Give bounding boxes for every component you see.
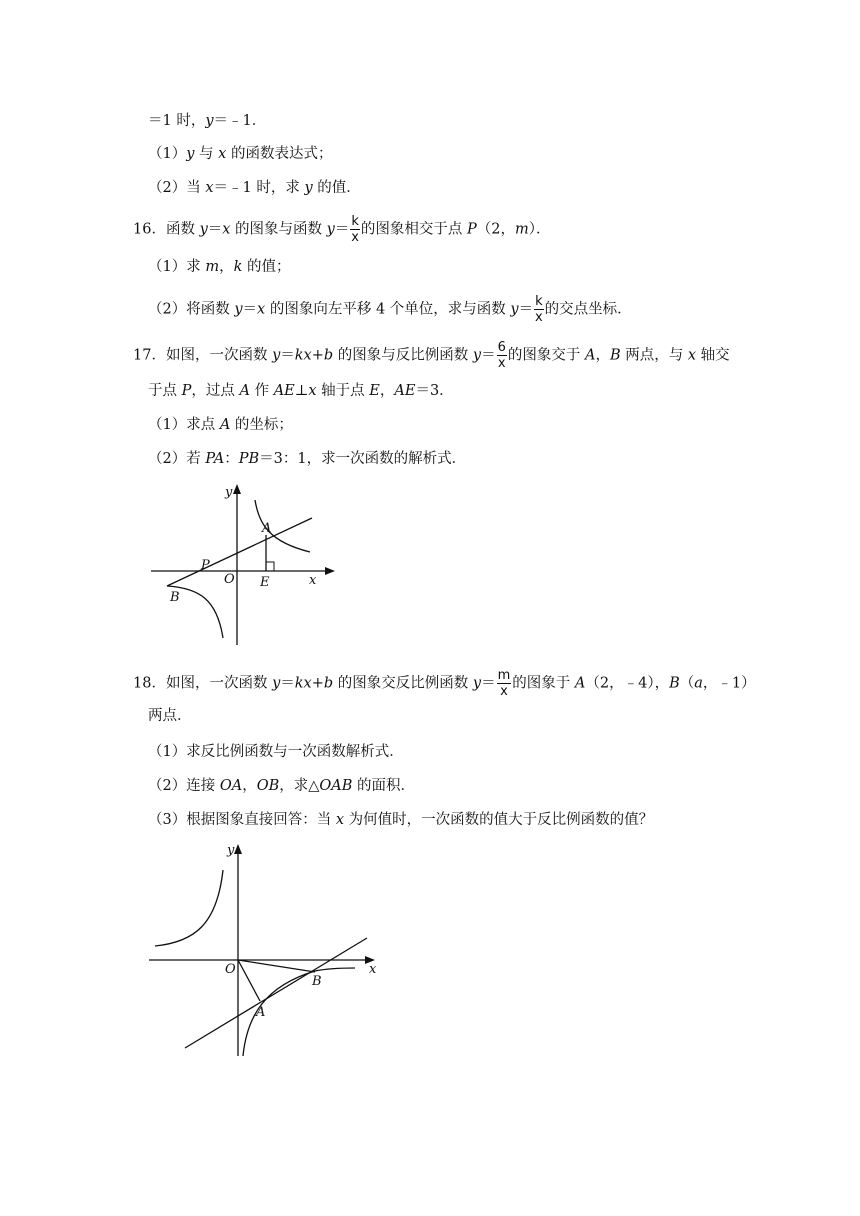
y-axis-arrow (233, 484, 241, 494)
q17-part1: （1）求点 A 的坐标； (148, 417, 293, 433)
x-axis-arrow (325, 567, 335, 575)
hyperbola-branch-2nd-quadrant (155, 870, 223, 946)
y-axis-arrow (234, 844, 242, 854)
q18-stem-line2: 两点． (148, 708, 192, 724)
q17-stem: 17．如图，一次函数 y＝kx+b 的图象与反比例函数 y＝ $\frac{6}{x}$ 的图象交于 A，B 两点，与 x 轴交 (133, 340, 730, 371)
label-p: P (201, 558, 210, 573)
fraction-k-over-x: $\frac{k}{x}$ (351, 214, 359, 245)
q18-stem: 18．如图，一次函数 y＝kx+b 的图象交反比例函数 y＝ $\frac{m}{x}$ 的图象于 A（2，﹣4），B（a，﹣1） (133, 668, 756, 699)
label-y: y (227, 843, 235, 858)
q18-figure (145, 836, 395, 1061)
label-o: O (224, 572, 235, 587)
q15-continuation: ＝1 时，y＝﹣1． (148, 113, 267, 129)
q15-part2: （2）当 x＝﹣1 时，求 y 的值． (148, 180, 361, 196)
segment-oa (238, 960, 260, 1001)
q15-part1: （1）y 与 x 的函数表达式； (148, 146, 333, 162)
q18-part1: （1）求反比例函数与一次函数解析式． (148, 744, 404, 760)
label-a: A (256, 1005, 266, 1020)
q16-part1: （1）求 m，k 的值； (148, 259, 291, 275)
label-e: E (260, 575, 270, 590)
q16-part2: （2）将函数 y＝x 的图象向左平移 4 个单位，求与函数 y＝ $\frac{k}{x}$ 的交点坐标． (148, 294, 632, 325)
q17-figure (145, 480, 345, 650)
segment-ob (238, 960, 315, 972)
label-b: B (312, 974, 322, 989)
q17-part2: （2）若 PA：PB＝3：1，求一次函数的解析式． (148, 451, 467, 467)
fraction-6-over-x: $\frac{6}{x}$ (497, 340, 506, 371)
label-x: x (369, 962, 377, 977)
line-kx-plus-b (185, 938, 367, 1048)
label-y: y (225, 485, 233, 500)
label-a: A (262, 521, 272, 536)
q18-part3: （3）根据图象直接回答：当 x 为何值时，一次函数的值大于反比例函数的值？ (148, 812, 654, 828)
fraction-m-over-x: $\frac{m}{x}$ (497, 668, 511, 699)
label-b: B (170, 590, 180, 605)
right-angle-mark (266, 562, 274, 571)
fraction-k-over-x-2: $\frac{k}{x}$ (535, 294, 543, 325)
label-x: x (309, 573, 317, 588)
line-kx-plus-b (167, 518, 312, 586)
q16-stem: 16．函数 y＝x 的图象与函数 y＝ $\frac{k}{x}$ 的图象相交于点 P（2，m）． (133, 214, 551, 245)
label-o: O (225, 962, 236, 977)
q17-stem-line2: 于点 P，过点 A 作 AE⊥x 轴于点 E，AE＝3． (148, 383, 454, 399)
q18-part2: （2）连接 OA，OB，求△OAB 的面积． (148, 778, 416, 794)
